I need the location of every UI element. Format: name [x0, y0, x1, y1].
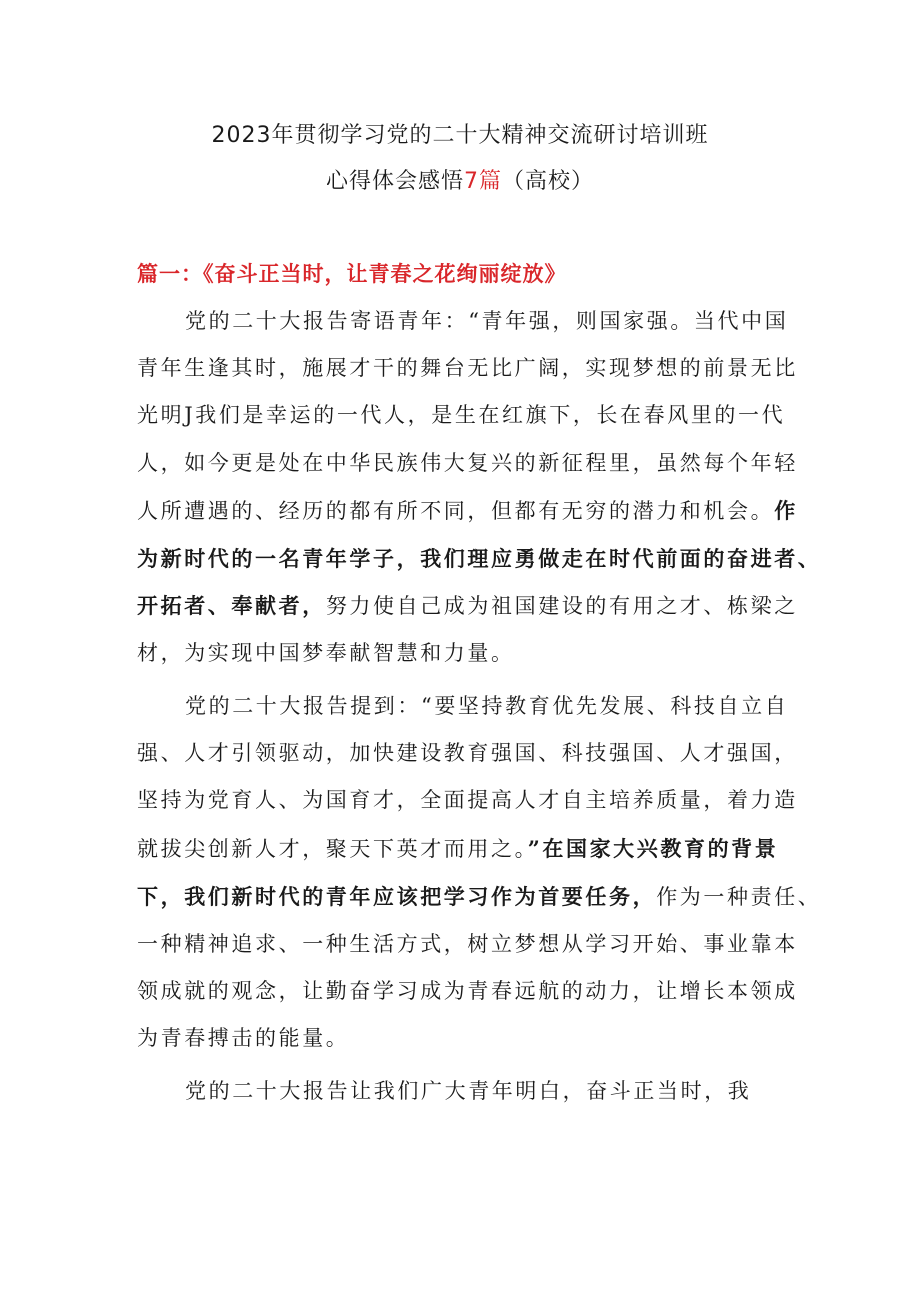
paragraph-line: [137, 873, 822, 921]
title-count: 7篇: [464, 169, 502, 194]
paragraph-line: 党的二十大报告提到：“要坚持教育优先发展、科技自立自: [185, 694, 789, 718]
paragraph-line: 一种精神追求、一种生活方式，树立梦想从学习开始、事业靠本: [137, 932, 798, 957]
paragraph-line: 光明J我们是幸运的一代人，是生在红旗下，长在春风里的一代: [137, 403, 786, 428]
paragraph-line: 领成就的观念，让勤奋学习成为青春远航的动力，让增长本领成: [137, 979, 798, 1004]
paragraph-line: [137, 825, 802, 873]
bold-emphasis: ”在国家大兴教育的背景: [527, 835, 779, 861]
bold-emphasis-line: 为新时代的一名青年学子，我们理应勇做走在时代前面的奋进者、: [137, 546, 822, 572]
line-text: 就拔尖创新人才，聚天下英才而用之。: [137, 836, 528, 861]
document-title: [0, 113, 920, 205]
paragraph-line: 人，如今更是处在中华民族伟大复兴的新征程里，虽然每个年轻: [137, 450, 798, 475]
paragraph-line: 强、人才引领驱动，加快建设教育强国、科技强国、人才强国，: [137, 741, 798, 766]
line-text: 人所遭遇的、经历的都有所不同，但都有无穷的潜力和机会。: [137, 498, 775, 523]
paragraph-2: [137, 683, 822, 1063]
title-line-1: 2023年贯彻学习党的二十大精神交流研讨培训班: [211, 123, 709, 148]
title-prefix: 心得体会感悟: [325, 169, 464, 194]
paragraph-1: [137, 298, 822, 678]
paragraph-line: 坚持为党育人、为国育才，全面提高人才自主培养质量，着力造: [137, 788, 798, 813]
title-line-2: [0, 159, 920, 205]
paragraph-line: 为青春搏击的能量。: [137, 1026, 350, 1051]
paragraph-line: [137, 582, 802, 630]
paragraph-line: 党的二十大报告寄语青年：“青年强，则国家强。当代中国: [185, 309, 789, 333]
paragraph-line: [137, 487, 802, 535]
title-suffix: （高校）: [502, 169, 595, 194]
line-text: 作为一种责任、: [656, 884, 822, 909]
line-text: 努力使自己成为祖国建设的有用之才、栋梁之: [325, 594, 798, 619]
paragraph-line: 材，为实现中国梦奉献智慧和力量。: [137, 641, 515, 666]
section-heading: 篇一：《奋斗正当时，让青春之花绚丽绽放》: [137, 262, 567, 286]
bold-emphasis: 作: [774, 497, 798, 523]
paragraph-line: 党的二十大报告让我们广大青年明白，奋斗正当时，我: [185, 1079, 752, 1103]
bold-emphasis: 开拓者、奉献者，: [137, 593, 326, 619]
bold-emphasis: 下，我们新时代的青年应该把学习作为首要任务，: [137, 883, 657, 909]
paragraph-line: 青年生逢其时，施展才干的舞台无比广阔，实现梦想的前景无比: [137, 356, 798, 381]
paragraph-3: [137, 1068, 802, 1115]
